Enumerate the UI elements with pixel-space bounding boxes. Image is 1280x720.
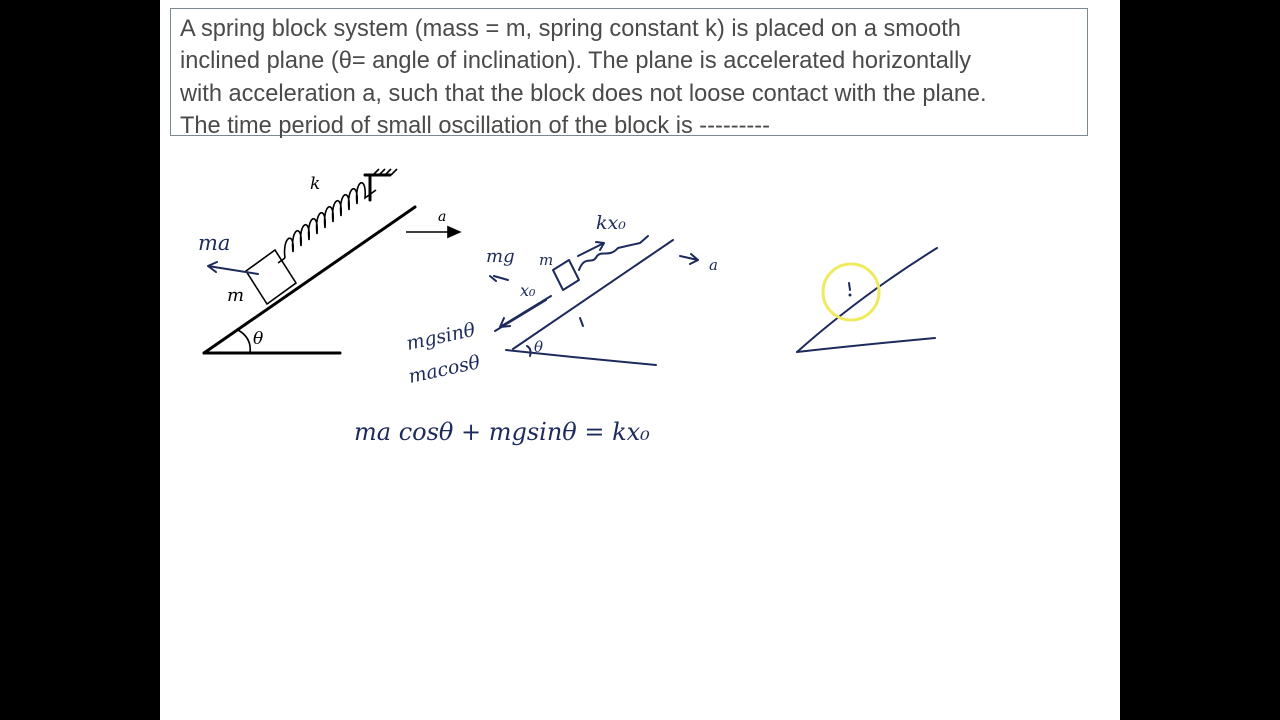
drawing-canvas [160,0,1120,720]
fbd-angle-arc [527,346,531,356]
question-line: with acceleration a, such that the block does not loose contact with the plane. [180,80,987,107]
pseudo-force-annotation [198,231,258,274]
x0-label: x₀ [520,281,536,300]
kx0-label: kx₀ [596,212,626,234]
fbd-accel-arrow [680,254,698,264]
sketch-mark [849,283,850,290]
fbd-tick [580,318,583,326]
angle-label: θ [253,329,264,349]
macos-arrow [495,300,546,331]
sketch-incline [797,248,937,352]
sketch-ground [797,338,935,352]
incline-figure [204,169,460,353]
question-line: inclined plane (θ= angle of inclination). The plane is accelerated horizontally [180,48,972,75]
mass-label: m [227,285,245,306]
question-line: A spring block system (mass = m, spring constant k) is placed on a smooth [180,16,961,42]
fbd-incline [513,240,673,349]
equation: ma cosθ + mgsinθ = kx₀ [354,418,650,446]
macos-label: macosθ [406,351,483,388]
accel-label: a [438,209,447,225]
free-body-diagram [404,212,717,388]
whiteboard [160,0,1120,720]
fbd-angle-label: θ [534,338,544,356]
sketch-dot [849,294,852,297]
fbd-block [553,260,579,290]
question-line: The time period of small oscillation of the block is --------- [180,112,771,139]
fbd-ground [506,350,656,365]
mg-label: mg [486,246,515,267]
spring-label: k [310,174,321,194]
second-sketch [797,248,937,352]
angle-arc [238,330,250,353]
pseudo-force-label: ma [198,231,231,255]
small-arrow [490,276,508,281]
spring-coil [285,183,376,258]
fbd-accel-label: a [709,256,718,274]
mgsin-label: mgsinθ [404,318,478,355]
fbd-mass-label: m [539,251,554,269]
